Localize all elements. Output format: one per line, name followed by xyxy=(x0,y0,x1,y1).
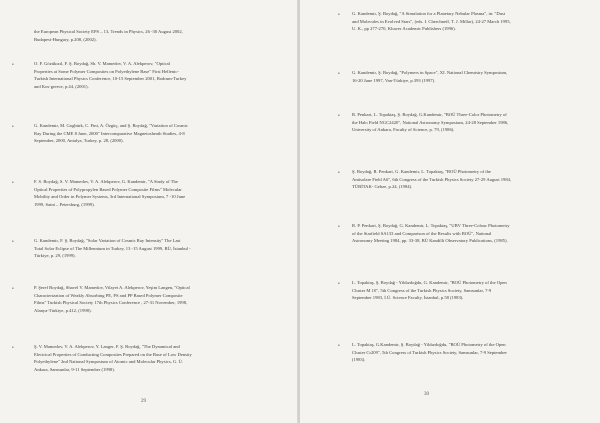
bullet-icon: • xyxy=(12,125,14,130)
entry-text: Ş. Boydağ, R. Penkart, G. Kandemir, L. Topaktaş, "BOÜ Photometry of the Antisolare Field A6", 6th Congress of the Turkish Physics Society 27-29 August 1984, TÜBİTAK- Gebze, p.24, (1984). xyxy=(352,169,512,190)
bullet-icon: • xyxy=(338,72,340,77)
entry-text: G. Kandemir, M. Gogbürk, C. Fini, A. Özgüç, and Ş. Boydağ, "Variation of Cosmic Ray During the CME 8 June, 2000" Intercomparative Magnetosheath Studies, 4-8 September, 2000, Antalya, Turkey, p. 28, (2000). xyxy=(34,123,188,144)
bullet-icon: • xyxy=(338,171,340,176)
entry-text: L. Topaktaş, G.Kandemir, Ş. Boydağ - Yildızdoğdu, "BOÜ Photometry of the Open Cluster Cr209", 5th Congress of Turkish Physics Society, Samsunlar, 7-9 September (1983). xyxy=(352,342,507,363)
bullet-icon: • xyxy=(338,13,340,18)
entry-text: Ş. V. Mamedov, V. A. Alekperov, Y. Langer, F. Ş. Boydağ, "The Dynamical and Electrical Properties of Conducting Composites Prepared on the Base of Low Density Polyethylene" 2nd National Symposium of Atomic and Molecular Physics, G. Ü. Ankara, Samsunlar, 9-11 September (1998). xyxy=(34,344,192,372)
entry-text: G. Kandemir, F. Ş. Boydağ, "Solar Variation of Cosmic Ray Intensity" The Last Total Solar Eclipse of The Millennium in Turkey, 13 -15 August 1999, BÜ, İstanbul - Türkiye, p. 29, (1999). xyxy=(34,238,191,259)
bullet-icon: • xyxy=(338,282,340,287)
bullet-icon: • xyxy=(12,181,14,186)
entry-text: L. Topaktaş, Ş. Boydağ - Yildızdoğdu, G. Kandemir, "BOÜ Photometry of the Open Cluster M 10", 5th Congress of the Turkish Physics Society, Samsunlar, 7-9 September 1983, İ.Ü. Science Faculty, İstanbul, p.58 (1983). xyxy=(352,280,507,301)
bullet-icon: • xyxy=(338,114,340,119)
list-item xyxy=(352,279,592,302)
list-item xyxy=(34,122,284,145)
entry-text: R. P. Penkart, Ş. Boydağ, G. Kandemir, L. Topaktaş, "UBV Three-Colour Photometry of the Starfield SA133 and Comparison of the Results with BOÜ", National Astronomy Meeting 1984, pp. 33-38, BÜ Kandilli Observatory Publications, (1985). xyxy=(352,223,510,244)
entry-text: P. Şeref Boydağ, Shavel V. Mamedov, Vilayet A. Alekperov, Yeşim Langen, "Optical Characterization of Weakly Absorbing PE, PS and PP Based Polymer Composite Films" Turkish Physical Society 17th Physics Conference , 27-31 November, 1998, Alanya-Türkiye, p.412, (1998). xyxy=(34,285,190,313)
entry-text: R. Penkart, L. Topaktaş, Ş. Boydağ, G.Kandemir, "BOÜ Three-Color Photometry of the Halo Field NGC2420", National Astronomy Symposium, 24-28 September 1986, University of Ankara, Faculty of Science, p. 79, (1986). xyxy=(352,112,509,133)
entry-text: G. Kandemir, Ş. Boydağ, "A Simulation for a Planetary Nebular Plasma", in: "Dust and Molecules in Evolved Stars", (eds. I. Cherchneff, T. J. Millar), 24-27 March 1995, U. K., pp 277-270, Kluwer Academic Publishers (1996). xyxy=(352,11,511,32)
entry-text: the European Physical Society EPS – 13, Trends in Physics, 26 -30 August 2002, Budapest-Hungary, p.208, (2002). xyxy=(34,29,183,42)
list-item xyxy=(34,343,284,373)
list-item xyxy=(352,111,592,134)
bullet-icon: • xyxy=(12,240,14,245)
list-item xyxy=(34,284,284,314)
list-item xyxy=(352,341,592,364)
list-item xyxy=(34,178,284,208)
bullet-icon: • xyxy=(338,225,340,230)
left-page xyxy=(0,0,298,423)
list-item xyxy=(352,222,592,245)
bullet-icon: • xyxy=(12,346,14,351)
entry-text: F. S. Boydağ, S. V. Mamedov, V. A. Alekperov, G. Kandemir, "A Study of The Optical Properties of Polypropylen Based Polymer Composite Films" Molecular Mobility and Order in Polymer Systems, 3rd International Symposium, 7 -10 June 1999, Saint – Petersburg, (1999). xyxy=(34,179,186,207)
page-number: 29 xyxy=(141,399,146,404)
list-item xyxy=(34,237,284,260)
bullet-icon: • xyxy=(338,344,340,349)
entry-text: G. Kandemir, Ş. Boydağ, "Polymers in Space", XI. National Chemistry Symposium, 16-20 June 1997, Van-Türkiye, p.393 (1997). xyxy=(352,70,508,83)
bullet-icon: • xyxy=(12,63,14,68)
list-item xyxy=(34,60,284,90)
bullet-icon: • xyxy=(12,287,14,292)
page-number: 30 xyxy=(424,392,429,397)
list-item xyxy=(352,10,592,33)
entry-text: O. F. Gözükızıl, F. Ş. Boydağ, Sh. V. Mamedov, V. A. Alekperov, "Optical Properties at Some Polymer Composites on Polyethylene Base" First Hellenic- Turkish International Physics Conference, 10-15 September 2001, Bodrum-Turkey and Kos-greece, p.44, (2001). xyxy=(34,61,187,89)
list-item xyxy=(352,168,592,191)
list-item xyxy=(34,28,284,43)
right-page xyxy=(300,0,600,423)
list-item xyxy=(352,69,592,84)
